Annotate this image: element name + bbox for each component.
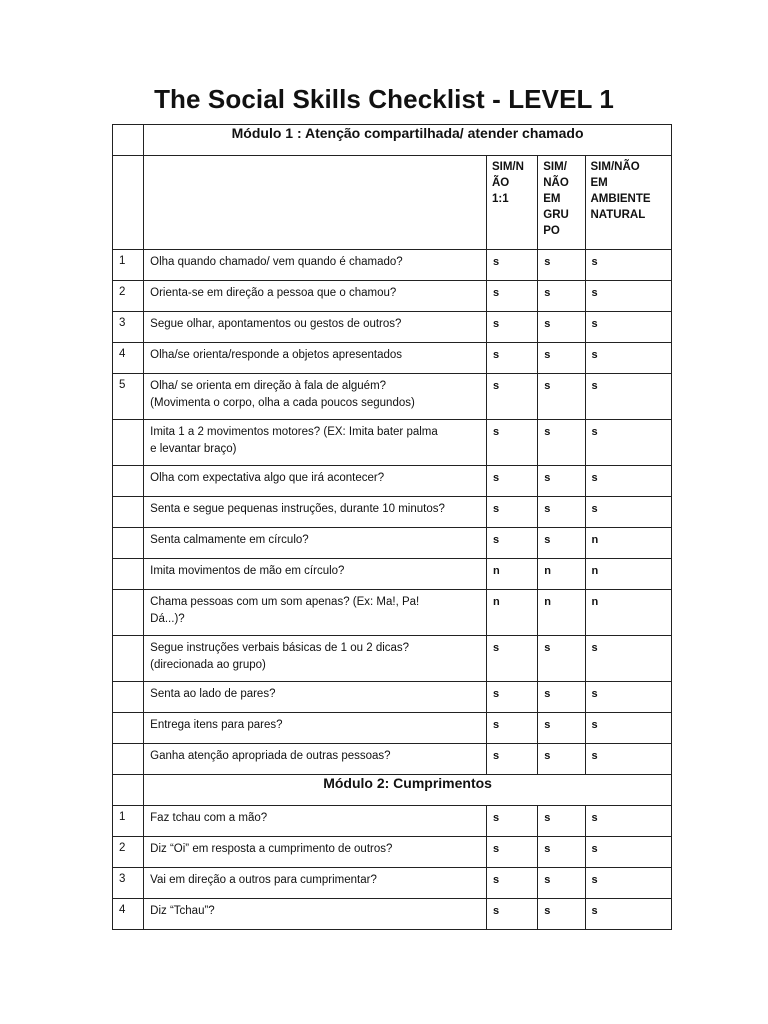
item-number (113, 713, 144, 744)
item-number: 4 (113, 343, 144, 374)
item-question-line: Diz “Tchau”? (150, 905, 215, 917)
item-question (144, 682, 487, 713)
item-number (113, 636, 144, 682)
item-question-line: Faz tchau com a mão? (150, 812, 268, 824)
header-line: SIM/N (491, 161, 524, 173)
item-question (144, 636, 487, 682)
answer-grupo: s (538, 636, 585, 682)
header-sim-nao-ambiente-natural (585, 156, 672, 250)
checklist-row (113, 420, 672, 466)
answer-1-1: s (486, 899, 537, 930)
checklist-row (113, 374, 672, 420)
item-question-line: Senta ao lado de pares? (150, 688, 276, 700)
header-line: SIM/ (543, 161, 567, 173)
module-header-row (113, 125, 672, 156)
answer-ambiente-natural: s (585, 281, 672, 312)
answer-1-1: n (486, 590, 537, 636)
answer-ambiente-natural: s (585, 713, 672, 744)
answer-ambiente-natural: n (585, 590, 672, 636)
answer-1-1: s (486, 806, 537, 837)
answer-ambiente-natural: s (585, 806, 672, 837)
item-question-line: Olha com expectativa algo que irá acontecer? (150, 472, 385, 484)
item-number (113, 466, 144, 497)
item-question (144, 420, 487, 466)
item-question (144, 466, 487, 497)
module-number-cell (113, 775, 144, 806)
checklist-row (113, 837, 672, 868)
item-number: 4 (113, 899, 144, 930)
module-number-cell (113, 125, 144, 156)
module-title-cell (144, 125, 672, 156)
answer-grupo: s (538, 312, 585, 343)
answer-ambiente-natural: s (585, 312, 672, 343)
answer-ambiente-natural: s (585, 682, 672, 713)
answer-1-1: s (486, 281, 537, 312)
header-line: EM (590, 177, 608, 189)
answer-1-1: s (486, 636, 537, 682)
checklist-row (113, 713, 672, 744)
item-question-line: Olha/se orienta/responde a objetos apresentados (150, 349, 403, 361)
answer-ambiente-natural: n (585, 528, 672, 559)
item-number (113, 744, 144, 775)
item-question-line: Senta calmamente em círculo? (150, 534, 309, 546)
answer-grupo: s (538, 713, 585, 744)
answer-1-1: s (486, 744, 537, 775)
item-question-line: Olha quando chamado/ vem quando é chamado? (150, 256, 403, 268)
item-number: 2 (113, 837, 144, 868)
module-title: Módulo 1 : Atenção compartilhada/ atender chamado (231, 125, 584, 141)
header-sim-nao-em-grupo (538, 156, 585, 250)
header-blank-cell (144, 156, 487, 250)
item-number: 1 (113, 250, 144, 281)
item-question (144, 868, 487, 899)
item-question-line: (Movimenta o corpo, olha a cada poucos segundos) (150, 397, 415, 409)
checklist-row (113, 343, 672, 374)
document-title: The Social Skills Checklist - LEVEL 1 (154, 84, 614, 114)
item-question (144, 899, 487, 930)
item-number: 3 (113, 868, 144, 899)
checklist-row (113, 312, 672, 343)
answer-grupo: n (538, 559, 585, 590)
answer-1-1: s (486, 682, 537, 713)
answer-1-1: s (486, 497, 537, 528)
item-number (113, 559, 144, 590)
header-blank-cell (113, 156, 144, 250)
checklist-body (113, 125, 672, 930)
item-question (144, 744, 487, 775)
item-number: 5 (113, 374, 144, 420)
module-title: Módulo 2: Cumprimentos (323, 775, 492, 791)
item-question-line: Imita movimentos de mão em círculo? (150, 565, 345, 577)
answer-grupo: s (538, 420, 585, 466)
answer-1-1: s (486, 713, 537, 744)
item-number: 3 (113, 312, 144, 343)
header-line: 1:1 (491, 193, 509, 205)
answer-1-1: s (486, 466, 537, 497)
item-question-line: Diz “Oi” em resposta a cumprimento de outros? (150, 843, 393, 855)
item-question (144, 250, 487, 281)
answer-ambiente-natural: s (585, 868, 672, 899)
item-question-line: Imita 1 a 2 movimentos motores? (EX: Imita bater palma (150, 426, 438, 438)
item-number (113, 528, 144, 559)
checklist-row (113, 899, 672, 930)
item-question-line: Chama pessoas com um som apenas? (Ex: Ma!, Pa! (150, 596, 420, 608)
item-question-line: Ganha atenção apropriada de outras pessoas? (150, 750, 391, 762)
answer-1-1: s (486, 343, 537, 374)
item-question-line: Dá...)? (150, 613, 185, 625)
header-line: ÃO (491, 177, 510, 189)
item-number (113, 420, 144, 466)
answer-grupo: s (538, 343, 585, 374)
answer-grupo: s (538, 899, 585, 930)
answer-grupo: s (538, 806, 585, 837)
answer-grupo: s (538, 250, 585, 281)
checklist-row (113, 250, 672, 281)
checklist-row (113, 281, 672, 312)
item-question (144, 713, 487, 744)
item-number (113, 590, 144, 636)
answer-ambiente-natural: s (585, 466, 672, 497)
item-question (144, 837, 487, 868)
answer-1-1: s (486, 312, 537, 343)
header-line: PO (543, 225, 560, 237)
checklist-table (112, 124, 672, 930)
answer-grupo: s (538, 281, 585, 312)
item-question-line: Orienta-se em direção a pessoa que o chamou? (150, 287, 397, 299)
header-line: NATURAL (590, 209, 646, 221)
item-question (144, 374, 487, 420)
item-number: 1 (113, 806, 144, 837)
column-header-row (113, 156, 672, 250)
checklist-row (113, 466, 672, 497)
answer-1-1: s (486, 868, 537, 899)
header-line: SIM/NÃO (590, 161, 640, 173)
answer-ambiente-natural: s (585, 374, 672, 420)
item-question (144, 312, 487, 343)
item-question-line: Segue instruções verbais básicas de 1 ou 2 dicas? (150, 642, 410, 654)
item-question-line: Entrega itens para pares? (150, 719, 283, 731)
item-question-line: Senta e segue pequenas instruções, durante 10 minutos? (150, 503, 445, 515)
item-question (144, 281, 487, 312)
checklist-row (113, 590, 672, 636)
answer-grupo: s (538, 868, 585, 899)
header-line: AMBIENTE (590, 193, 651, 205)
item-number (113, 682, 144, 713)
header-line: NÃO (543, 177, 569, 189)
answer-ambiente-natural: n (585, 559, 672, 590)
item-question (144, 343, 487, 374)
answer-ambiente-natural: s (585, 497, 672, 528)
answer-grupo: s (538, 744, 585, 775)
item-question (144, 497, 487, 528)
answer-ambiente-natural: s (585, 837, 672, 868)
checklist-row (113, 868, 672, 899)
checklist-row (113, 559, 672, 590)
checklist-row (113, 528, 672, 559)
answer-ambiente-natural: s (585, 250, 672, 281)
item-question-line: Vai em direção a outros para cumprimentar? (150, 874, 377, 886)
item-question (144, 528, 487, 559)
answer-grupo: n (538, 590, 585, 636)
answer-grupo: s (538, 682, 585, 713)
answer-1-1: s (486, 250, 537, 281)
item-question (144, 806, 487, 837)
answer-1-1: s (486, 528, 537, 559)
checklist-row (113, 636, 672, 682)
item-number: 2 (113, 281, 144, 312)
item-question-line: Olha/ se orienta em direção à fala de alguém? (150, 380, 387, 392)
answer-1-1: n (486, 559, 537, 590)
checklist-row (113, 744, 672, 775)
item-question-line: (direcionada ao grupo) (150, 659, 266, 671)
answer-ambiente-natural: s (585, 343, 672, 374)
answer-1-1: s (486, 420, 537, 466)
answer-1-1: s (486, 374, 537, 420)
answer-ambiente-natural: s (585, 636, 672, 682)
item-question (144, 590, 487, 636)
answer-1-1: s (486, 837, 537, 868)
answer-grupo: s (538, 497, 585, 528)
checklist-row (113, 497, 672, 528)
header-line: EM (543, 193, 561, 205)
checklist-row (113, 682, 672, 713)
answer-ambiente-natural: s (585, 899, 672, 930)
module-title-cell (144, 775, 672, 806)
answer-ambiente-natural: s (585, 744, 672, 775)
header-line: GRU (543, 209, 569, 221)
header-sim-nao-1-1 (486, 156, 537, 250)
item-question-line: e levantar braço) (150, 443, 237, 455)
answer-grupo: s (538, 466, 585, 497)
item-question (144, 559, 487, 590)
answer-ambiente-natural: s (585, 420, 672, 466)
item-number (113, 497, 144, 528)
checklist-row (113, 806, 672, 837)
answer-grupo: s (538, 528, 585, 559)
module-header-row (113, 775, 672, 806)
item-question-line: Segue olhar, apontamentos ou gestos de outros? (150, 318, 402, 330)
answer-grupo: s (538, 837, 585, 868)
answer-grupo: s (538, 374, 585, 420)
